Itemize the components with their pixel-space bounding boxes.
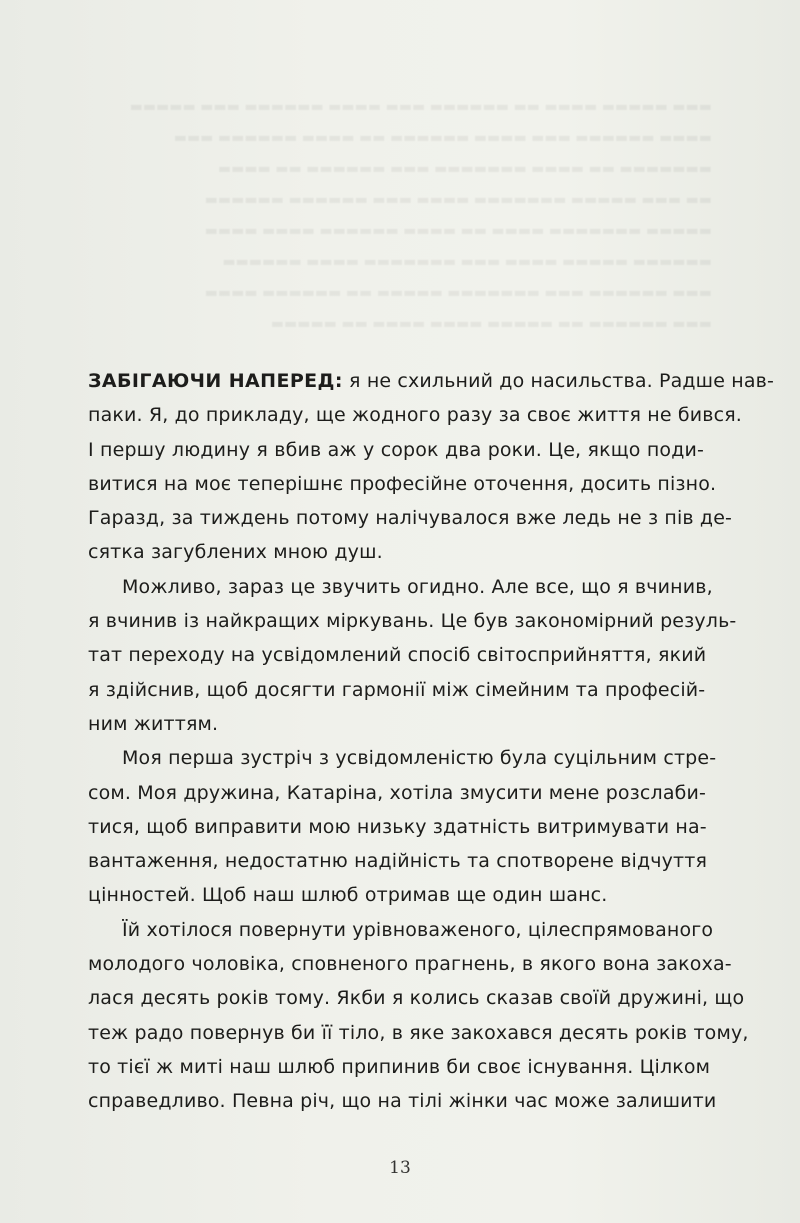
lead-in: ЗАБІГАЮЧИ НАПЕРЕД: [88,370,343,392]
text-line: ним життям. [88,712,219,735]
text-line: витися на моє теперішнє професійне оточення, досить пізно. [88,472,717,495]
text-line: Гаразд, за тиждень потому налічувалося вже ледь не з пів де- [88,507,733,530]
text-line: цінностей. Щоб наш шлюб отримав ще один шанс. [88,884,608,907]
text-line: Можливо, зараз це звучить огидно. Але все, що я вчинив, [122,575,713,598]
text-line: теж радо повернув би її тіло, в яке закохався десять років тому, [88,1021,749,1044]
text-line: справедливо. Певна річ, що на тілі жінки час може залишити [88,1090,717,1113]
paragraph-2 [88,570,737,741]
text-line: вантаження, недостатню надійність та спотворене відчуття [88,850,708,873]
text-line: тися, щоб виправити мою низьку здатність витримувати на- [88,815,707,838]
text-line: лася десять років тому. Якби я колись сказав своїй дружині, що [88,987,745,1010]
paragraph-1 [88,364,774,570]
text-line: сятка загублених мною душ. [88,541,383,564]
page-number: 13 [389,1158,411,1178]
text-line: молодого чоловіка, сповненого прагнень, в якого вона закоха- [88,953,732,976]
paragraph-3 [88,741,717,912]
show-through-text: ▬▬▬ ▬▬▬▬▬ ▬▬▬▬ ▬▬ ▬▬▬▬▬▬ ▬▬▬ ▬▬▬▬ ▬▬▬▬▬▬ ▬▬▬ ▬▬▬▬▬ ▬▬▬▬ ▬▬▬▬▬▬ ▬▬▬ ▬▬▬▬ ▬▬▬▬▬▬ ▬▬ ▬▬▬▬ ▬▬▬▬▬▬ ▬▬▬ ▬▬▬▬▬▬▬ ▬▬ ▬▬▬▬ ▬▬▬▬▬▬▬ ▬▬▬ ▬▬▬▬▬▬ ▬▬ ▬▬▬▬ ▬▬ ▬▬▬ ▬▬▬▬▬ ▬▬▬▬▬▬▬ ▬▬▬▬ ▬▬▬ ▬▬▬▬▬▬ ▬▬▬▬▬▬ ▬▬▬▬▬ ▬▬▬▬▬▬▬ ▬▬▬▬ ▬▬ ▬▬▬▬ ▬▬▬▬▬▬ ▬▬▬▬ ▬▬▬▬ ▬▬▬▬▬▬ ▬▬▬▬▬ ▬▬▬▬ ▬▬▬ ▬▬▬▬▬▬▬ ▬▬▬▬ ▬▬▬▬▬▬ ▬▬▬ ▬▬▬▬▬▬ ▬▬▬ ▬▬▬▬▬▬▬ ▬▬▬▬▬ ▬▬ ▬▬▬▬▬▬ ▬▬▬▬ ▬▬▬ ▬▬▬▬▬▬ ▬▬ ▬▬▬▬▬ ▬▬▬▬ ▬▬▬▬ ▬▬ ▬▬▬▬▬ [129,99,712,332]
text-line: Моя перша зустріч з усвідомленістю була суцільним стре- [122,747,717,770]
text-line: Їй хотілося повернути урівноваженого, цілеспрямованого [122,918,714,941]
text-line: я вчинив із найкращих міркувань. Це був закономірний резуль- [88,610,737,633]
text-line: сом. Моя дружина, Катаріна, хотіла змусити мене розслаби- [88,781,706,804]
text-line: тат переходу на усвідомлений спосіб світосприйняття, який [88,644,707,667]
text-line: я здійснив, щоб досягти гармонії між сімейним та професій- [88,678,706,701]
text-line: то тієї ж миті наш шлюб припинив би своє існування. Цілком [88,1055,711,1078]
text-line: І першу людину я вбив аж у сорок два роки. Це, якщо поди- [88,438,704,461]
text-line: ЗАБІГАЮЧИ НАПЕРЕД: я не схильний до насильства. Радше нав- [88,370,774,392]
paragraph-4 [88,913,749,1119]
text-line: паки. Я, до прикладу, ще жодного разу за своє життя не бився. [88,404,742,427]
body-text [88,364,774,1119]
